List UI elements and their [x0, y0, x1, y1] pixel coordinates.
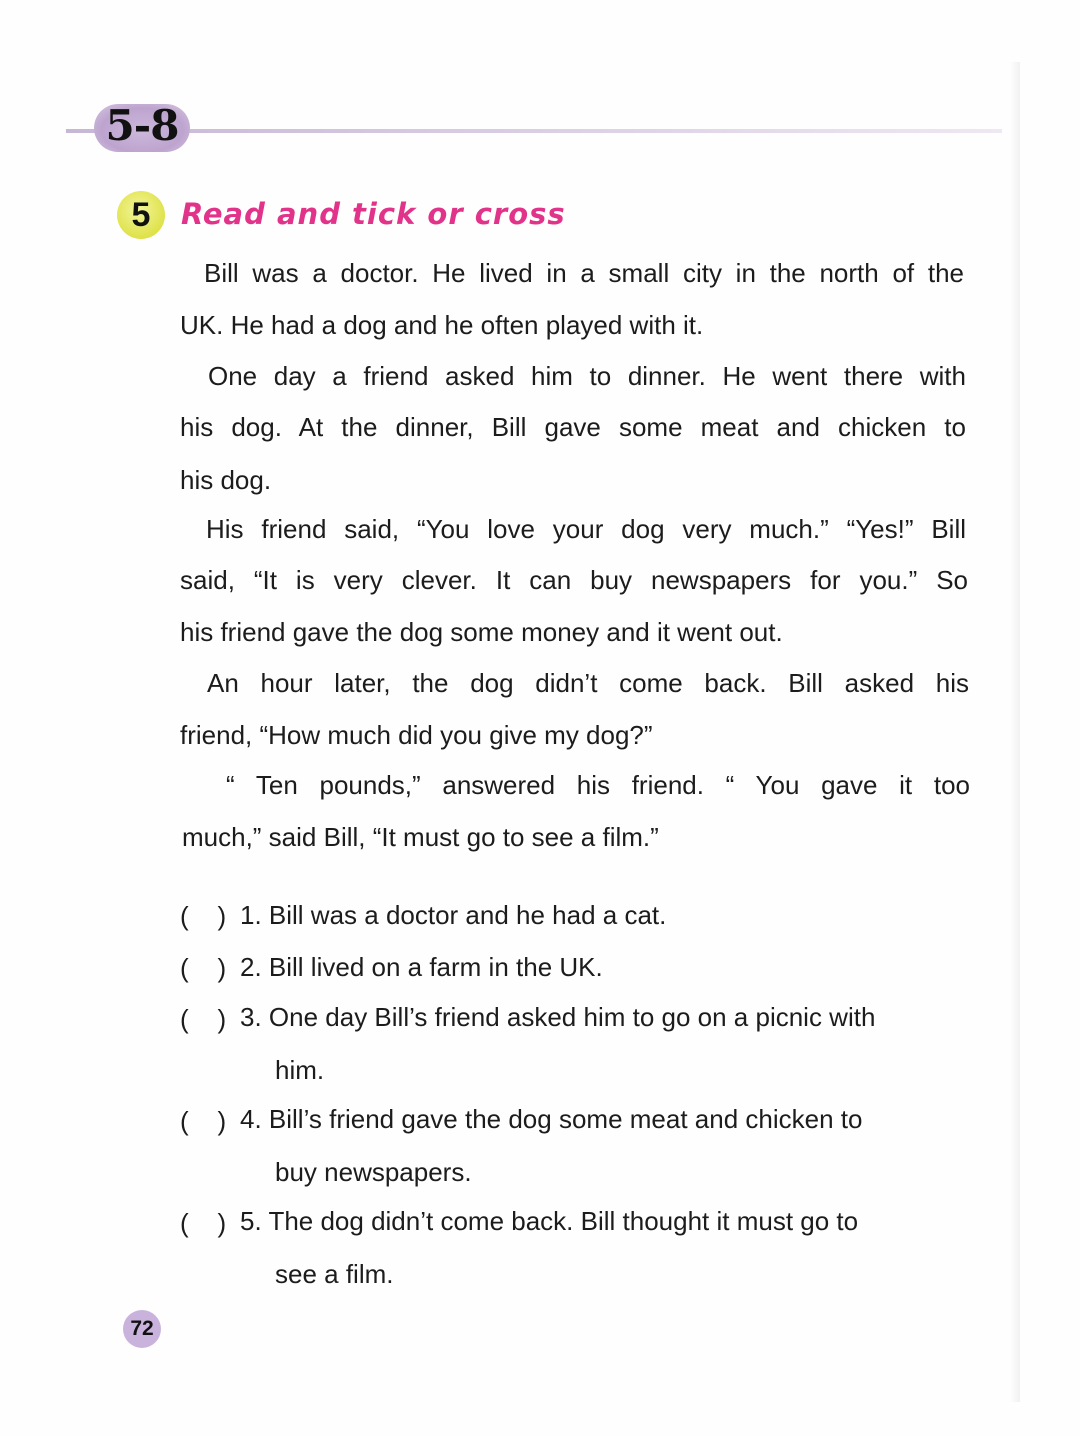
passage-line: much,” said Bill, “It must go to see a film.”: [182, 822, 659, 852]
unit-header-rule: [66, 129, 1002, 133]
question-2-text: 2. Bill lived on a farm in the UK.: [240, 952, 603, 982]
unit-label: 5-8: [105, 101, 179, 150]
passage-line: his friend gave the dog some money and it went out.: [180, 617, 783, 647]
passage-line: his dog.: [180, 465, 272, 495]
question-3-text: 3. One day Bill’s friend asked him to go on a picnic with: [240, 1002, 876, 1032]
page-edge-shadow: [1010, 62, 1020, 1402]
answer-bracket[interactable]: ( ): [180, 1106, 227, 1136]
answer-bracket[interactable]: ( ): [180, 953, 227, 983]
passage-line: An hour later, the dog didn’t come back. Bill asked his: [207, 668, 969, 698]
question-5-text-cont: see a film.: [275, 1259, 394, 1289]
passage-line: UK. He had a dog and he often played with it.: [180, 310, 704, 340]
question-1-text: 1. Bill was a doctor and he had a cat.: [240, 900, 667, 930]
passage-line: Bill was a doctor. He lived in a small city in the north of the: [204, 258, 964, 288]
page-number: 72: [123, 1310, 161, 1348]
section-title: Read and tick or cross: [181, 197, 566, 231]
passage-line: his dog. At the dinner, Bill gave some meat and chicken to: [180, 412, 966, 442]
answer-bracket[interactable]: ( ): [180, 901, 227, 931]
passage-line: “ Ten pounds,” answered his friend. “ You gave it too: [226, 770, 970, 800]
answer-bracket[interactable]: ( ): [180, 1208, 227, 1238]
passage-line: His friend said, “You love your dog very much.” “Yes!” Bill: [206, 514, 966, 544]
passage-line: said, “It is very clever. It can buy newspapers for you.” So: [180, 565, 968, 595]
section-number-badge: 5: [117, 191, 165, 239]
question-3-text-cont: him.: [275, 1055, 325, 1085]
passage-line: One day a friend asked him to dinner. He went there with: [208, 361, 966, 391]
question-4-text: 4. Bill’s friend gave the dog some meat and chicken to: [240, 1104, 863, 1134]
question-5-text: 5. The dog didn’t come back. Bill thought it must go to: [240, 1206, 859, 1236]
question-4-text-cont: buy newspapers.: [275, 1157, 472, 1187]
passage-line: friend, “How much did you give my dog?”: [180, 720, 653, 750]
answer-bracket[interactable]: ( ): [180, 1004, 227, 1034]
